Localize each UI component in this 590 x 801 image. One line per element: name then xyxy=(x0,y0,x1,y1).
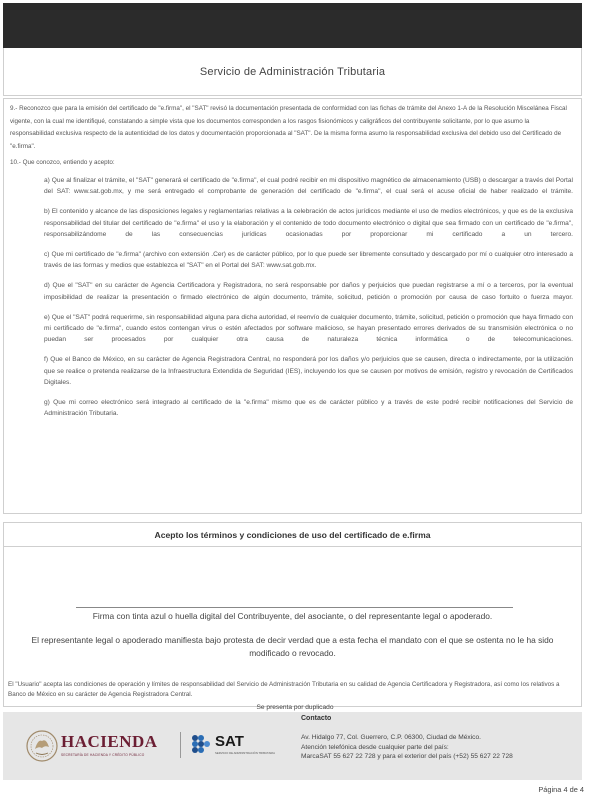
hacienda-subtitle: SECRETARÍA DE HACIENDA Y CRÉDITO PÚBLICO xyxy=(61,753,145,757)
clause-10-intro: 10.- Que conozco, entiendo y acepto: xyxy=(10,159,115,166)
contact-phone-intro: Atención telefónica desde cualquier parte del país: xyxy=(301,743,449,751)
clause-9: 9.- Reconozco que para la emisión del certificado de "e.firma", el "SAT" revisó la documentación presentada de conformidad con las fichas de trámite del Anexo 1-A de la Resolución Miscelánea Fiscal vigente, con la cual me identifiqué, constatando a simple vista que los documentos corresponden a los rasgos fisionómicos y caligráficos del contribuyente solicitante, por lo que asumo la responsabilidad exclusiva respecto de la autenticidad de los datos y documentación proporcionada al "SAT". De la misma forma asumo la responsabilidad exclusiva del debido uso del Certificado de "e.firma". xyxy=(10,105,567,150)
footer xyxy=(3,712,582,780)
hacienda-wordmark: HACIENDA xyxy=(61,732,158,751)
duplicate-note: Se presenta por duplicado xyxy=(256,704,334,711)
sat-logo-icon xyxy=(189,732,213,756)
sat-logo xyxy=(215,733,275,755)
clause-item-a: a) Que al finalizar el trámite, el "SAT" generará el certificado de "e.firma", el cual podré recibir en mi dispositivo magnético de almacenamiento (USB) o descargar a través del Portal del SAT: www.sat.gob.mx, y me será entregado el comprobante de generación del certificado de "e.firma", el cual será el acuse oficial de haber realizado el trámite. xyxy=(44,177,573,196)
hacienda-logo xyxy=(61,732,158,757)
top-bar xyxy=(3,3,582,48)
contact-address: Av. Hidalgo 77, Col. Guerrero, C.P. 06300, Ciudad de México. xyxy=(301,734,481,741)
logo-divider xyxy=(180,732,181,758)
page-title: Servicio de Administración Tributaria xyxy=(199,65,386,78)
clause-10-list xyxy=(44,175,573,419)
page-number: Página 4 de 4 xyxy=(538,785,584,794)
signature-line[interactable] xyxy=(76,607,513,608)
sat-subtitle: SERVICIO DE ADMINISTRACIÓN TRIBUTARIA xyxy=(215,751,275,755)
acceptance-header xyxy=(3,522,582,547)
coat-of-arms-icon xyxy=(25,729,59,763)
contact-phone-numbers: MarcaSAT 55 627 22 728 y para el exterior del país (+52) 55 627 22 728 xyxy=(301,753,513,761)
sat-wordmark: SAT xyxy=(215,733,244,750)
clause-item-b: b) El contenido y alcance de las disposiciones legales y reglamentarias relativas a la celebración de actos jurídicos mediante el uso de medios electrónicos, y que es de la exclusiva responsabilidad del titular del certificado de "e.firma" el uso y la elaboración y el contenido de todo documento electrónico o digital que sea firmado con un certificado de "e.firma", responsabilizándome de las consecuencias jurídicas ocasionadas por proporcionar mi certificado a un tercero. xyxy=(44,208,573,238)
clause-item-g: g) Que mi correo electrónico será integrado al certificado de la "e.firma" mismo que es de carácter público y a través de este podré recibir notificaciones del Servicio de Administración Tributaria. xyxy=(44,399,573,418)
terms-section xyxy=(3,98,582,514)
legal-statement: El representante legal o apoderado manifiesta bajo protesta de decir verdad que a esta fecha el mandato con el que se ostenta no le ha sido modificado o revocado. xyxy=(31,635,554,658)
clause-item-f: f) Que el Banco de México, en su carácter de Agencia Registradora Central, no responderá por los daños y/o perjuicios que se causen, directa o indirectamente, por la utilización que se realice o pretenda realizarse de la Infraestructura Extendida de Seguridad (IES), incluyendo los que se causen por motivos de emisión, registro y revocación de Certificados Digitales. xyxy=(44,356,573,386)
signature-caption: Firma con tinta azul o huella digital del Contribuyente, del asociante, o del representante legal o apoderado. xyxy=(92,611,493,621)
page-header xyxy=(3,48,582,96)
contact-label: Contacto xyxy=(301,715,332,722)
signature-section xyxy=(3,547,582,707)
contact-info xyxy=(301,733,513,762)
clause-item-c: c) Que mi certificado de "e.firma" (archivo con extensión .Cer) es de carácter público, por lo que puede ser libremente consultado y descargado por mí o cualquier otro interesado a través de las formas y medios que establezca el "SAT" en el Portal del SAT: www.sat.gob.mx. xyxy=(44,251,573,270)
usuario-note: El "Usuario" acepta las condiciones de operación y límites de responsabilidad del Servicio de Administración Tributaria en su calidad de Agencia Certificadora y Registradora, así como los relativos a Banco de México en su carácter de Agencia Registradora Central. xyxy=(8,681,560,698)
clause-item-e: e) Que el "SAT" podrá requerirme, sin responsabilidad alguna para dicha autoridad, el reenvío de cualquier documento, trámite, solicitud, petición o promoción que haya firmado con mi certificado de "e.firma", cuando estos contengan virus o estén afectados por software malicioso, se hayan presentado errores derivados de su transmisión electrónica o no puedan ser procesados por cualquier otra causa de naturaleza técnica informática o de telecomunicaciones. xyxy=(44,313,573,344)
acceptance-title: Acepto los términos y condiciones de uso del certificado de e.firma xyxy=(154,529,431,540)
clause-item-d: d) Que el "SAT" en su carácter de Agencia Certificadora y Registradora, no será responsable por daños y perjuicios que puedan registrarse a mí o a terceros, por la eventual imposibilidad de realizar la presentación o firmado electrónico de algún documento, trámite, solicitud, petición o promoción por causa de caso fortuito o fuerza mayor. xyxy=(44,282,573,301)
